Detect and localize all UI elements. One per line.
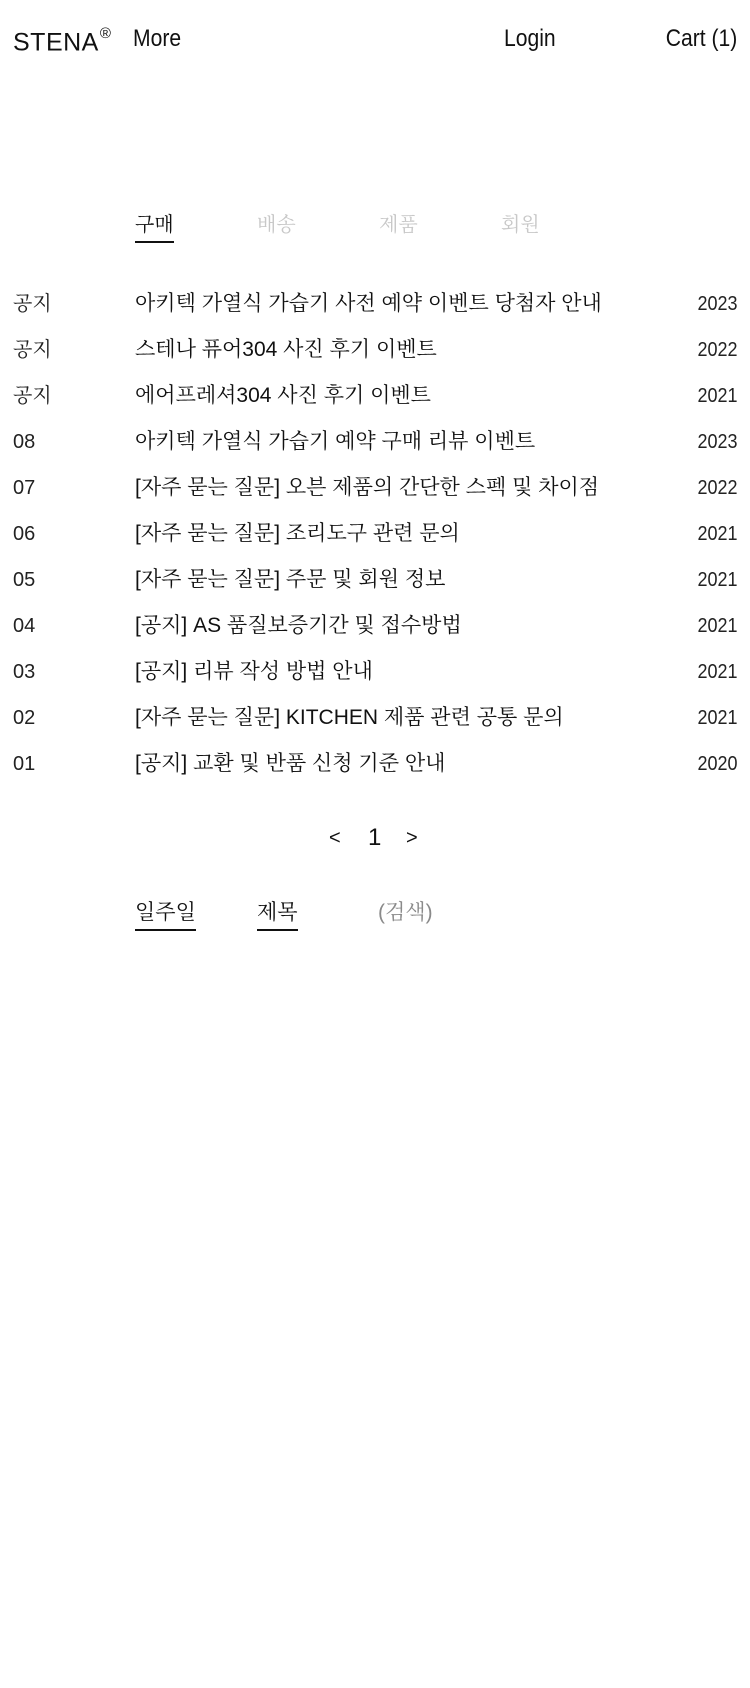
- post-title[interactable]: 아키텍 가열식 가습기 예약 구매 리뷰 이벤트: [135, 430, 536, 453]
- post-number: 공지: [13, 385, 52, 407]
- post-number: 02: [13, 707, 36, 729]
- post-title[interactable]: 에어프레셔304 사진 후기 이벤트: [135, 384, 431, 407]
- login-link[interactable]: Login: [504, 25, 556, 52]
- post-title[interactable]: [자주 묻는 질문] 주문 및 회원 정보: [135, 568, 446, 591]
- search-input[interactable]: [378, 897, 598, 929]
- list-item[interactable]: [0, 285, 750, 331]
- tab-delivery[interactable]: 배송: [257, 214, 296, 236]
- post-number: 07: [13, 477, 36, 499]
- stena-logo[interactable]: STENA®: [13, 25, 112, 57]
- post-number: 03: [13, 661, 36, 683]
- post-title[interactable]: [공지] AS 품질보증기간 및 접수방법: [135, 614, 462, 637]
- list-item[interactable]: [0, 515, 750, 561]
- list-item[interactable]: [0, 699, 750, 745]
- more-link[interactable]: More: [133, 25, 182, 52]
- post-year: 2020: [696, 753, 737, 775]
- tab-product[interactable]: 제품: [379, 214, 418, 236]
- period-select[interactable]: 일주일: [135, 897, 196, 931]
- pagination: [0, 820, 750, 856]
- post-number: 06: [13, 523, 36, 545]
- post-number: 08: [13, 431, 36, 453]
- search-field-select[interactable]: 제목: [257, 897, 298, 931]
- post-number: 05: [13, 569, 36, 591]
- post-year: 2021: [696, 661, 737, 683]
- post-title[interactable]: [공지] 리뷰 작성 방법 안내: [135, 660, 373, 683]
- post-year: 2021: [696, 707, 737, 729]
- cart-link[interactable]: Cart (1): [665, 25, 737, 52]
- post-year: 2023: [696, 431, 737, 453]
- list-item[interactable]: [0, 653, 750, 699]
- category-tabs: [135, 210, 635, 244]
- post-year: 2021: [696, 385, 737, 407]
- list-item[interactable]: [0, 469, 750, 515]
- list-item[interactable]: [0, 377, 750, 423]
- next-page-button[interactable]: >: [406, 827, 418, 849]
- list-item[interactable]: [0, 331, 750, 377]
- post-title[interactable]: 스테나 퓨어304 사진 후기 이벤트: [135, 338, 437, 361]
- post-title[interactable]: [자주 묻는 질문] KITCHEN 제품 관련 공통 문의: [135, 706, 564, 729]
- post-number: 공지: [13, 339, 52, 361]
- list-item[interactable]: [0, 745, 750, 791]
- post-list: [0, 285, 750, 791]
- tab-member[interactable]: 회원: [501, 214, 540, 236]
- post-year: 2022: [696, 339, 737, 361]
- post-year: 2021: [696, 569, 737, 591]
- list-item[interactable]: [0, 423, 750, 469]
- post-year: 2021: [696, 615, 737, 637]
- post-title[interactable]: 아키텍 가열식 가습기 사전 예약 이벤트 당첨자 안내: [135, 292, 602, 315]
- search-bar: [135, 897, 635, 933]
- post-year: 2023: [696, 293, 737, 315]
- post-title[interactable]: [공지] 교환 및 반품 신청 기준 안내: [135, 752, 446, 775]
- post-year: 2022: [696, 477, 737, 499]
- post-number: 공지: [13, 293, 52, 315]
- post-title[interactable]: [자주 묻는 질문] 조리도구 관련 문의: [135, 522, 460, 545]
- list-item[interactable]: [0, 607, 750, 653]
- post-number: 04: [13, 615, 36, 637]
- prev-page-button[interactable]: <: [329, 827, 341, 849]
- tab-purchase[interactable]: 구매: [135, 210, 174, 243]
- post-year: 2021: [696, 523, 737, 545]
- post-title[interactable]: [자주 묻는 질문] 오븐 제품의 간단한 스펙 및 차이점: [135, 476, 600, 499]
- registered-mark: ®: [99, 25, 112, 42]
- current-page[interactable]: 1: [368, 824, 382, 851]
- post-number: 01: [13, 753, 36, 775]
- site-header: [0, 0, 750, 80]
- list-item[interactable]: [0, 561, 750, 607]
